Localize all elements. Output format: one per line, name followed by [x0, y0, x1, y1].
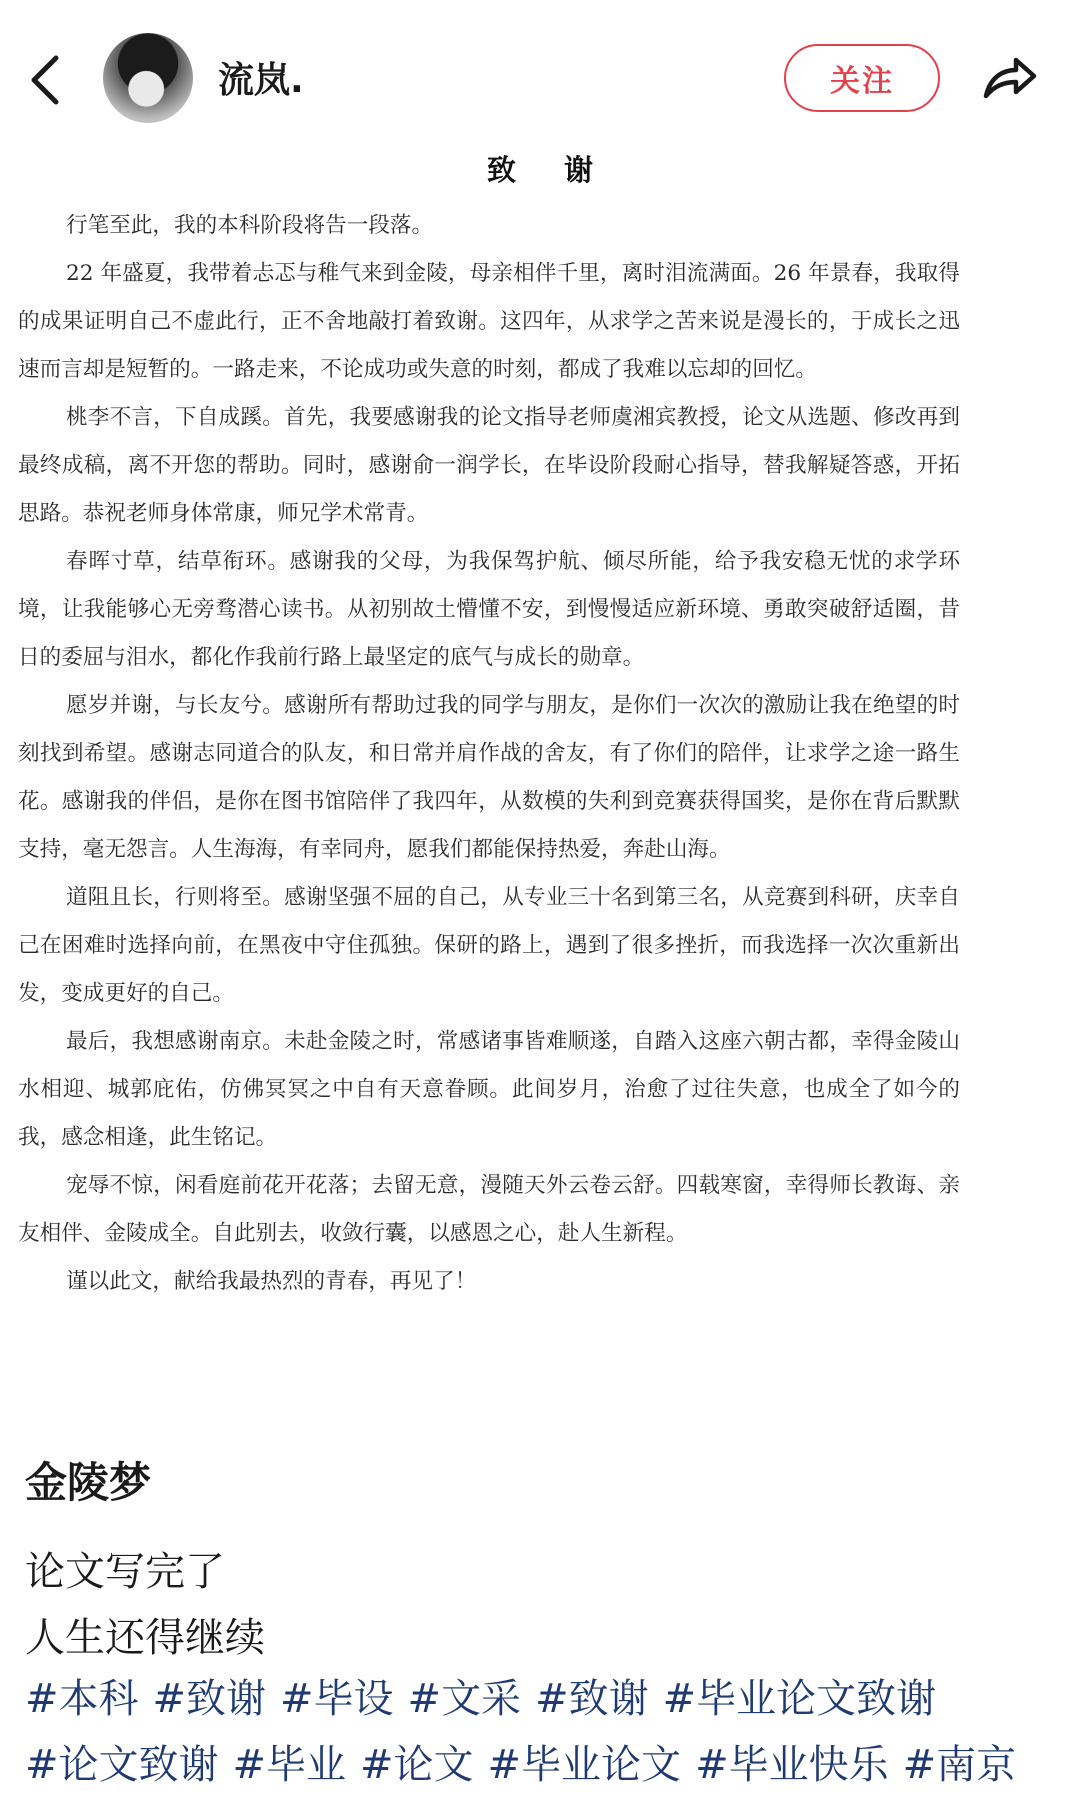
document-paragraph: 愿岁并谢，与长友兮。感谢所有帮助过我的同学与朋友，是你们一次次的激励让我在绝望的时刻找到希望。感谢志同道合的队友，和日常并肩作战的舍友，有了你们的陪伴，让求学之途一路生花。感谢我的伴侣，是你在图书馆陪伴了我四年，从数模的失利到竞赛获得国奖，是你在背后默默支持，毫无怨言。人生海海，有幸同舟，愿我们都能保持热爱，奔赴山海。: [18, 693, 960, 862]
document-paragraph: 行笔至此，我的本科阶段将告一段落。: [66, 213, 434, 238]
document-paragraph: 谨以此文，献给我最热烈的青春，再见了！: [66, 1269, 477, 1294]
hashtag[interactable]: #毕业快乐: [695, 1742, 889, 1788]
back-button[interactable]: [22, 50, 68, 110]
document-body: [18, 202, 960, 1306]
share-arrow-icon: [978, 46, 1040, 108]
hashtag[interactable]: #毕业: [232, 1742, 347, 1788]
hashtag[interactable]: #南京: [902, 1742, 1017, 1788]
hashtag[interactable]: #致谢: [535, 1676, 649, 1722]
document-paragraph: 22 年盛夏，我带着忐忑与稚气来到金陵，母亲相伴千里，离时泪流满面。26 年景春，我取得的成果证明自己不虚此行，正不舍地敲打着致谢。这四年，从求学之苦来说是漫长的，于成长之迅速而言却是短暂的。一路走来，不论成功或失意的时刻，都成了我难以忘却的回忆。: [18, 261, 960, 382]
hashtag[interactable]: #论文: [360, 1742, 474, 1788]
document-paragraph: 道阻且长，行则将至。感谢坚强不屈的自己，从专业三十名到第三名，从竞赛到科研，庆幸自己在困难时选择向前，在黑夜中守住孤独。保研的路上，遇到了很多挫折，而我选择一次次重新出发，变成更好的自己。: [18, 885, 960, 1006]
hashtag[interactable]: #本科: [25, 1676, 139, 1722]
document-paragraph: 桃李不言，下自成蹊。首先，我要感谢我的论文指导老师虞湘宾教授，论文从选题、修改再到最终成稿，离不开您的帮助。同时，感谢俞一润学长，在毕设阶段耐心指导，替我解疑答惑，开拓思路。恭祝老师身体常康，师兄学术常青。: [18, 405, 960, 526]
author-name[interactable]: 流岚.: [218, 60, 304, 101]
hashtag[interactable]: #毕业论文致谢: [662, 1676, 937, 1722]
document-paragraph: 最后，我想感谢南京。未赴金陵之时，常感诸事皆难顺遂，自踏入这座六朝古都，幸得金陵山水相迎、城郭庇佑，仿佛冥冥之中自有天意眷顾。此间岁月，治愈了过往失意，也成全了如今的我，感念相逢，此生铭记。: [18, 1029, 960, 1150]
hashtag[interactable]: #毕设: [280, 1676, 394, 1722]
post-text-line: 人生还得继续: [25, 1615, 265, 1661]
hashtag[interactable]: #致谢: [152, 1676, 267, 1722]
post-title: 金陵梦: [25, 1458, 152, 1507]
avatar[interactable]: [103, 33, 193, 123]
hashtag[interactable]: #论文致谢: [25, 1742, 219, 1788]
document-paragraph: 春晖寸草，结草衔环。感谢我的父母，为我保驾护航、倾尽所能，给予我安稳无忧的求学环境，让我能够心无旁骛潜心读书。从初别故土懵懂不安，到慢慢适应新环境、勇敢突破舒适圈，昔日的委屈与泪水，都化作我前行路上最坚定的底气与成长的勋章。: [18, 549, 960, 670]
hashtag[interactable]: #毕业论文: [487, 1742, 682, 1788]
hashtag-list: [25, 1666, 1055, 1798]
document-paragraph: 宠辱不惊，闲看庭前花开花落；去留无意，漫随天外云卷云舒。四载寒窗，幸得师长教诲、亲友相伴、金陵成全。自此别去，收敛行囊，以感恩之心，赴人生新程。: [18, 1173, 960, 1246]
document-title: 致谢: [486, 153, 641, 187]
chevron-left-icon: [22, 50, 68, 110]
share-button[interactable]: [978, 46, 1040, 108]
post-text-line: 论文写完了: [25, 1549, 225, 1595]
top-bar: [0, 0, 1080, 150]
follow-button[interactable]: 关注: [784, 44, 940, 112]
hashtag[interactable]: #文采: [407, 1676, 522, 1722]
